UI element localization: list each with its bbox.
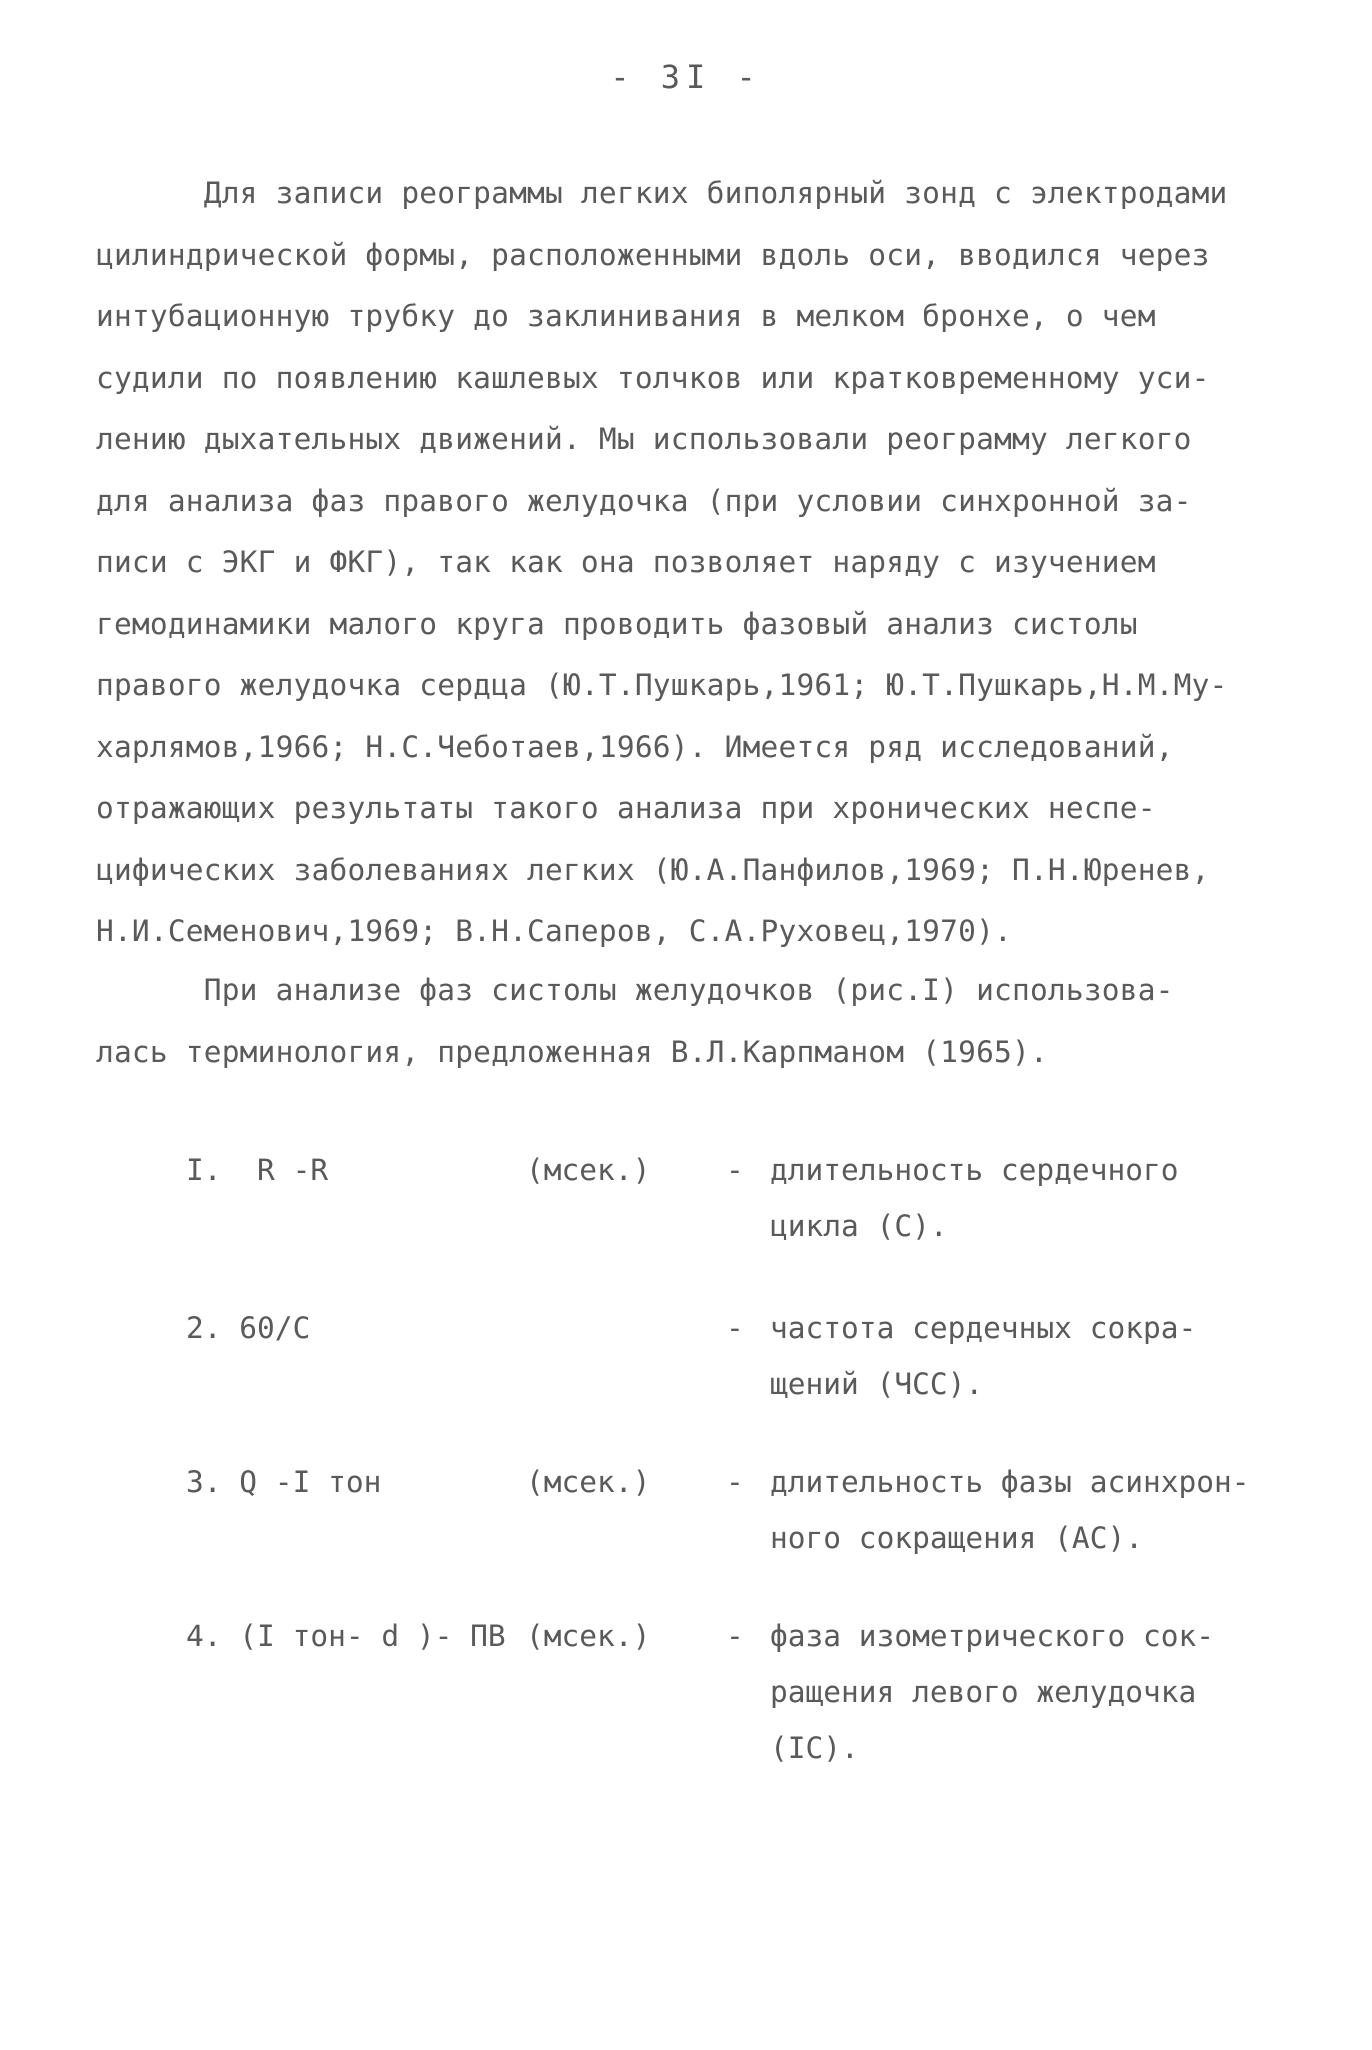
term-dash: - (726, 1465, 744, 1499)
page-number: - 3I - (610, 58, 762, 96)
description-line: (IС). (770, 1731, 859, 1765)
text-line: лению дыхательных движений. Мы использовали реограмму легкого (96, 422, 1192, 456)
term-description (770, 1608, 1290, 1776)
text-line: судили по появлению кашлевых толчков или кратковременному уси- (96, 360, 1210, 395)
term-label: I. R -R (186, 1153, 329, 1187)
text-line: При анализе фаз систолы желудочков (рис.I) использова- (96, 973, 1174, 1007)
term-item-2 (186, 1300, 1286, 1420)
text-line: лась терминология, предложенная В.Л.Карпманом (1965). (96, 1034, 1048, 1069)
term-dash: - (726, 1311, 744, 1345)
text-line: цифических заболеваниях легких (Ю.А.Панфилов,1969; П.Н.Юренев, (96, 852, 1210, 887)
description-line: длительность сердечного (770, 1153, 1179, 1187)
term-unit: (мсек.) (526, 1153, 651, 1187)
term-description (770, 1454, 1290, 1566)
term-dash: - (726, 1619, 744, 1653)
description-line: цикла (С). (770, 1209, 948, 1243)
description-line: ного сокращения (АС). (770, 1521, 1143, 1555)
description-line: ращения левого желудочка (770, 1675, 1197, 1709)
text-line: цилиндрической формы, расположенными вдоль оси, вводился через (96, 237, 1210, 272)
description-line: щений (ЧСС). (770, 1367, 984, 1401)
term-description (770, 1142, 1290, 1254)
term-unit: (мсек.) (526, 1465, 651, 1499)
term-description (770, 1300, 1290, 1412)
description-line: длительность фазы асинхрон- (770, 1465, 1250, 1499)
paragraph-reogram-method (96, 163, 1276, 963)
text-line: Н.И.Семенович,1969; В.Н.Саперов, С.А.Руховец,1970). (96, 914, 1012, 948)
text-line: гемодинамики малого круга проводить фазовый анализ систолы (96, 606, 1138, 641)
term-label: 4. (I тон- d )- ПВ (186, 1619, 506, 1653)
text-line: правого желудочка сердца (Ю.Т.Пушкарь,1961; Ю.Т.Пушкарь,Н.М.Му- (96, 668, 1228, 702)
term-dash: - (726, 1153, 744, 1187)
term-item-1 (186, 1142, 1286, 1262)
term-item-4 (186, 1608, 1286, 1765)
term-unit: (мсек.) (526, 1619, 651, 1653)
text-line: для анализа фаз правого желудочка (при условии синхронной за- (96, 483, 1192, 518)
description-line: частота сердечных сокра- (770, 1311, 1197, 1345)
text-line: писи с ЭКГ и ФКГ), так как она позволяет наряду с изучением (96, 545, 1156, 579)
paragraph-terminology (96, 960, 1276, 1083)
text-line: интубационную трубку до заклинивания в мелком бронхе, о чем (96, 299, 1156, 333)
text-line: отражающих результаты такого анализа при хронических неспе- (96, 791, 1156, 825)
term-item-3 (186, 1454, 1286, 1574)
description-line: фаза изометрического сок- (770, 1619, 1215, 1653)
text-line: харлямов,1966; Н.С.Чеботаев,1966). Имеется ряд исследований, (96, 729, 1174, 764)
term-label: 2. 60/С (186, 1311, 311, 1345)
text-line: Для записи реограммы легких биполярный зонд с электродами (96, 176, 1228, 210)
term-label: 3. Q -I тон (186, 1465, 382, 1499)
